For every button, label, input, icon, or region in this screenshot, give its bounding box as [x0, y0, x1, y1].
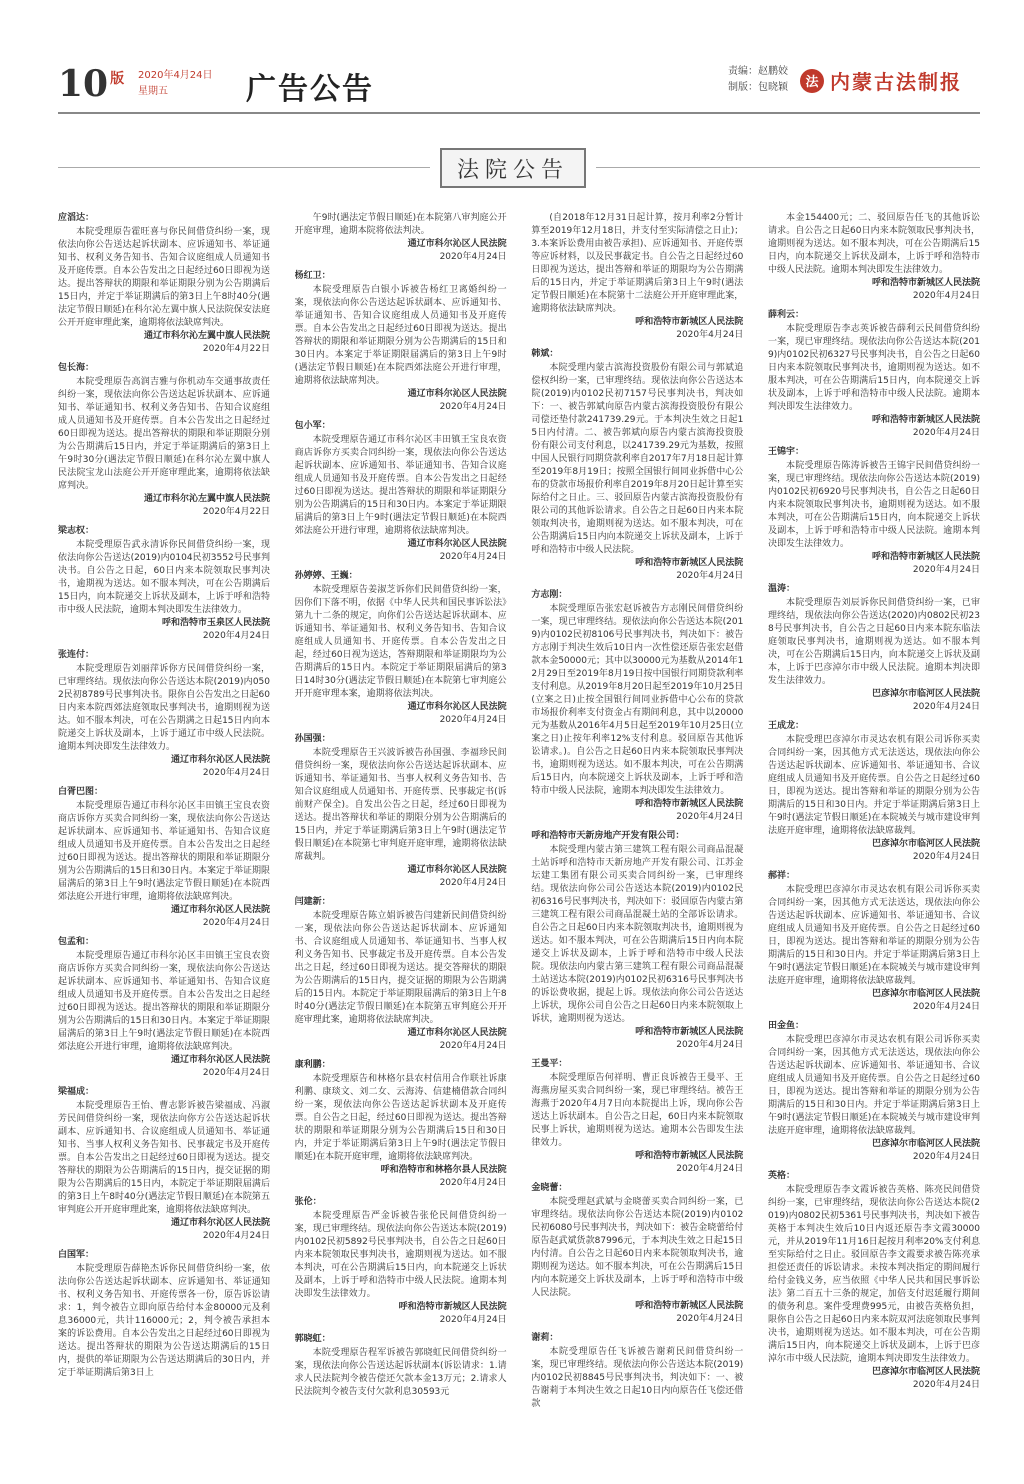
notice-body: 本院受理原告程军诉被告郭晓虹民间借贷纠纷一案，现依法向你公告送达起诉状副本(诉讼请求：1.请求人民法院判令被告偿还欠款本金13万元；2.请求人民法院判令被告支付欠款利息30593元	[294, 1348, 507, 1397]
court-notice	[768, 720, 980, 864]
notice-date: 2020年4月24日	[912, 428, 980, 438]
notice-addressee: 王曼平：	[531, 1059, 568, 1069]
court-notice	[768, 446, 980, 577]
court-notice	[58, 1249, 270, 1380]
notice-date: 2020年4月24日	[912, 1380, 980, 1390]
banner-line-left	[58, 167, 430, 168]
notice-court: 呼和浩特市新城区人民法院	[635, 1301, 744, 1311]
notice-date: 2020年4月24日	[439, 715, 507, 725]
court-notice	[295, 1196, 507, 1327]
notice-body: 本院受理巴彦淖尔市灵达农机有限公司诉你买卖合同纠纷一案，因其他方式无法送达，现依法向你公告送达起诉状副本、应诉通知书、举证通知书、合议庭组成人员通知书及开庭传票。自公告之日起经过60日，即视为送达。提出答辩和举证的期限分别为公告期满后的15日和30日内。并定于举证期满后第3日上午9时(遇法定节假日顺延)在本院城关与城市建设审判法庭开庭审理，逾期将依法缺席裁判。	[767, 1035, 980, 1136]
notice-body: 本院受理原告张宏赵诉被告方志刚民间借贷纠纷一案，现已审理终结。现依法向你公告送达本院(2019)内0102民初8106号民事判决书，判决如下：被告方志刚于判决生效后10日内一次性偿还原告张宏赵借款本金50000元；其中以30000元为基数从2014年12月29日至2019年8月19日按中国银行同期贷款利率支付利息。从2019年8月20日起至2019年10月25日(立案之日)止按全国银行间同业拆借中心公布的贷款市场报价利率支付资金占有期间利息，其中以20000元为基数从2016年4月5日起至2019年10月25日(立案之日)止按年利率12%支付利息。驳回原告其他诉讼请求。)。自公告之日起60日内来本院领取民事判决书，逾期则视为送达。如不服本判决，可在公告期满后15日内，向本院递交上诉状及副本，上诉于呼和浩特市中级人民法院，逾期本判决即发生法律效力。	[531, 604, 744, 796]
notice-body: 本院受理原告武永清诉你民间借贷纠纷一案，现依法向你公告送达(2019)内0104民初3552号民事判决书。自公告之日起，60日内来本院领取民事判决书，逾期视为送达。如不服本判决，可在公告期满后15日内，向本院递交上诉状及副本，上诉于呼和浩特市中级人民法院，逾期本判决即发生法律效力。	[58, 540, 270, 615]
court-notice	[531, 1332, 743, 1411]
court-notice	[768, 1020, 980, 1164]
notice-court: 呼和浩特市新城区人民法院	[871, 415, 980, 425]
notice-addressee: 梁福成：	[58, 1087, 95, 1097]
notice-court: 巴彦淖尔市临河区人民法院	[871, 989, 980, 999]
notice-court: 巴彦淖尔市临河区人民法院	[871, 839, 980, 849]
notice-court: 通辽市科尔沁区人民法院	[407, 539, 507, 549]
notice-date: 2020年4月24日	[202, 1231, 270, 1241]
notice-court: 呼和浩特市新城区人民法院	[398, 1302, 507, 1312]
notice-addressee: 王锦宇：	[767, 447, 804, 457]
notice-court: 巴彦淖尔市临河区人民法院	[871, 1367, 980, 1377]
notice-court: 通辽市科尔沁区人民法院	[407, 865, 507, 875]
notice-addressee: 方志刚：	[531, 590, 568, 600]
notice-body: 本院受理巴彦淖尔市灵达农机有限公司诉你买卖合同纠纷一案，因其他方式无法送达，现依法向你公告送达起诉状副本、应诉通知书、举证通知书、合议庭组成人员通知书及开庭传票。自公告之日起经过60日，即视为送达。提出答辩和举证的期限分别为公告期满后的15日和30日内。并定于举证期满后第3日上午9时(遇法定节假日顺延)在本院城关与城市建设审判法庭开庭审理，逾期将依法缺席裁判。	[767, 885, 980, 986]
court-notice	[768, 1170, 980, 1392]
issue-weekday: 星期五	[138, 86, 168, 97]
notice-court: 通辽市科尔沁左翼中旗人民法院	[143, 494, 270, 504]
notice-court: 通辽市科尔沁区人民法院	[170, 1055, 270, 1065]
notice-body: 本院受理巴彦淖尔市灵达农机有限公司诉你买卖合同纠纷一案，因其他方式无法送达，现依法向你公告送达起诉状副本、应诉通知书、举证通知书、合议庭组成人员通知书及开庭传票。自公告之日起经过60日，即视为送达。提出答辩和举证的期限分别为公告期满后的15日和30日内。并定于举证期满后第3日上午9时(遇法定节假日顺延)在本院城关与城市建设审判法庭开庭审理，逾期将依法缺席裁判。	[767, 735, 980, 836]
court-notice	[531, 830, 743, 1052]
court-notice	[531, 589, 743, 824]
notice-date: 2020年4月24日	[439, 552, 507, 562]
notice-court: 呼和浩特市新城区人民法院	[635, 1027, 744, 1037]
section-banner: 法院公告	[440, 148, 586, 188]
notice-body: 本院受理原告李志英诉被告薛利云民间借贷纠纷一案，现已审理终结。现依法向你公告送达本院(2019)内0102民初6327号民事判决书，自公告之日起60日内来本院领取民事判决书，逾期则视为送达。如不服本判决，可在公告期满后15日内，向本院递交上诉状及副本，上诉于呼和浩特市中级人民法院。逾期本判决即发生法律效力。	[767, 324, 980, 412]
notice-court: 呼和浩特市玉泉区人民法院	[161, 618, 270, 628]
notice-body: 本院受理原告和林格尔县农村信用合作联社诉康利鹏、康琰文、刘二女、云海涛、信建楠借款合同纠纷一案，现依法向你公告送达起诉状副本及开庭传票。自公告之日起，经过60日即视为送达。提出答辩状的期限和举证期限分别为公告期满后15日和30日内，并定于举证期满后第3日上午9时(遇法定节假日顺延)在本院开庭审理，逾期将依法缺席判决。	[294, 1074, 507, 1162]
court-notice	[58, 649, 270, 780]
notice-court: 呼和浩特市新城区人民法院	[635, 558, 744, 568]
notice-body: 本院受理内蒙古第三建筑工程有限公司商品混凝土站诉呼和浩特市天新房地产开发有限公司、江苏金坛建工集团有限公司买卖合同纠纷一案，已审理终结。现依法向你公司公告送达本院(2019)内0102民初6316号民事判决书，判决如下：驳回原告内蒙古第三建筑工程有限公司商品混凝土站的全部诉讼请求。自公告之日起60日内来本院领取判决书，逾期则视为送达。如不服本判决，可在公告期满后15日内向本院递交上诉状及副本，上诉于呼和浩特市中级人民法院。现依法向内蒙古第三建筑工程有限公司商品混凝土站送达本院(2019)内0102民初6316号民事判决书的诉讼费收据，提起上诉。现依法向你公司公告送达上诉状，现你公司自公告之日起60日内来本院领取上诉状，逾期则视为送达。	[531, 845, 744, 1024]
header-rule	[58, 112, 980, 114]
notice-date: 2020年4月24日	[676, 812, 744, 822]
notice-court: 巴彦淖尔市临河区人民法院	[871, 1139, 980, 1149]
notice-date: 2020年4月24日	[912, 1002, 980, 1012]
notice-date: 2020年4月24日	[912, 291, 980, 301]
notice-addressee: 应滔达：	[58, 213, 95, 223]
banner-line-right	[596, 167, 980, 168]
court-notice	[58, 525, 270, 643]
notice-body: 本院受理原告霍旺喜与你民间借贷纠纷一案，现依法向你公告送达起诉状副本、应诉通知书、举证通知书、权利义务告知书、告知合议庭组成人员通知书及开庭传票。自本公告发出之日起经过60日即视为送达。提出答辩状的期限和举证期限分别为公告期满后15日内，并定于举证期满后的第3日上午8时40分(遇法定节假日顺延)在科尔沁左翼中旗人民法院保安法庭公开开庭审理此案，逾期将依法缺席判决。	[58, 227, 270, 328]
notice-date: 2020年4月24日	[439, 1178, 507, 1188]
court-notice	[531, 212, 743, 342]
notice-column	[531, 212, 743, 1462]
notice-court: 通辽市科尔沁区人民法院	[170, 755, 270, 765]
notice-addressee: 谢莉：	[531, 1333, 559, 1343]
notice-addressee: 张伦：	[294, 1197, 322, 1207]
page-number: 10	[58, 63, 109, 105]
notice-court: 呼和浩特市新城区人民法院	[871, 552, 980, 562]
notice-body: 本院受理原告李文霞诉被告英格、陈亮民间借贷纠纷一案，已审理终结，现依法向你公告送达本院(2019)内0802民初5361号民事判决书，判决如下被告英格于本判决生效后10日内返还原告李文霞30000元，并从2019年11月16日起按月利率20%支付利息至实际给付之日止。驳回原告李文霞要求被告陈亮承担偿还责任的诉讼请求。未按本判决指定的期间履行给付金钱义务，应当依照《中华人民共和国民事诉讼法》第二百五十三条的规定，加倍支付迟延履行期间的债务利息。案件受理费995元，由被告英格负担，限你自公告之日起60日内来本院双河法庭领取民事判决书，逾期则视为送达。如不服本判决，可在公告期满后15日内，向本院递交上诉状及副本，上诉于巴彦淖尔市中级人民法院，逾期本判决即发生法律效力。	[767, 1185, 980, 1364]
page-number-box	[58, 64, 124, 104]
notice-date: 2020年4月24日	[676, 1314, 744, 1324]
notice-court: 通辽市科尔沁区人民法院	[407, 1028, 507, 1038]
notice-addressee: 韩斌：	[531, 349, 559, 359]
notice-date: 2020年4月24日	[676, 1040, 744, 1050]
page-suffix: 版	[110, 71, 125, 87]
notice-date: 2020年4月24日	[202, 1068, 270, 1078]
notice-addressee: 王成龙：	[767, 721, 804, 731]
court-notice	[768, 870, 980, 1014]
notice-body: 本院受理原告高润吉雅与你机动车交通事故责任纠纷一案，现依法向你公告送达起诉状副本、应诉通知书、举证通知书、权利义务告知书、告知合议庭组成人员通知书及开庭传票。自本公告发出之日起经过60日即视为送达。提出答辩状的期限和举证期限分别为公告期满后15日内，并定于举证期满后的第3日上午9时30分(遇法定节假日顺延)在科尔沁左翼中旗人民法院宝龙山法庭公开开庭审理此案，逾期将依法缺席判决。	[58, 377, 270, 491]
notice-column	[58, 212, 270, 1462]
notice-addressee: 包小军：	[294, 421, 331, 431]
notice-court: 通辽市科尔沁区人民法院	[170, 1218, 270, 1228]
notice-body: 本院受理原告通辽市科尔沁区丰田镇王宝良农资商店诉你方买卖合同纠纷一案，现依法向你公告送达起诉状副本、应诉通知书、举证通知书、告知合议庭组成人员通知书及开庭传票。自本公告发出之日起经过60日即视为送达。提出答辩状的期限和举证期限分别为公告期满后的15日和30日内。本案定于举证期限届满后的第3日上午9时(遇法定节假日顺延)在本院西郊法庭公开进行审理，逾期将依法缺席判决。	[294, 435, 507, 536]
editor-credits	[728, 64, 788, 96]
court-notice	[295, 1059, 507, 1190]
court-notice	[531, 1058, 743, 1176]
notice-court: 呼和浩特市和林格尔县人民法院	[380, 1165, 507, 1175]
notice-body: 本院受理原告何祥明、曹正良诉被告王曼平、王海燕房屋买卖合同纠纷一案，现已审理终结。被告王海燕于2020年4月7日向本院提出上诉，现向你公告送达上诉状副本。自公告之日起，60日内来本院领取民事上诉状，逾期则视为送达。逾期本公告即发生法律效力。	[531, 1073, 744, 1148]
court-notice	[58, 362, 270, 519]
issue-date-block	[138, 68, 213, 100]
notice-date: 2020年4月24日	[439, 1041, 507, 1051]
notice-addressee: 白胥巴图：	[58, 787, 104, 797]
notice-date: 2020年4月22日	[202, 344, 270, 354]
notice-date: 2020年4月24日	[676, 1164, 744, 1174]
notice-date: 2020年4月24日	[439, 1315, 507, 1325]
notice-body: 本院受理原告刘辰诉你民间借贷纠纷一案，已审理终结，现依法向你公告送达(2020)内0802民初238号民事判决书，自公告之日起60日内来本院东临法庭领取民事判决书，逾期则视为送达。如不服本判决，可在公告期满后15日内，向本院递交上诉状及副本，上诉于巴彦淖尔市中级人民法院。逾期本判决即发生法律效力。	[767, 598, 980, 686]
notice-addressee: 孙婷婷、王巍：	[294, 571, 358, 581]
court-notice	[531, 348, 743, 583]
court-notice	[295, 1333, 507, 1399]
court-notice	[768, 212, 980, 303]
notice-addressee: 孙国强：	[294, 734, 331, 744]
court-notice	[295, 570, 507, 727]
notice-body: 本院受理原告通辽市科尔沁区丰田镇王宝良农资商店诉你方买卖合同纠纷一案，现依法向你公告送达起诉状副本、应诉通知书、举证通知书、告知合议庭组成人员通知书及开庭传票。自本公告发出之日起经过60日即视为送达。提出答辩状的期限和举证期限分别为公告期满后的15日和30日内。本案定于举证期限届满后的第3日上午9时(遇法定节假日顺延)在本院西郊法庭公开进行审理，逾期将依法缺席判决。	[58, 801, 270, 902]
notice-court: 呼和浩特市新城区人民法院	[871, 278, 980, 288]
newspaper-name: 内蒙古法制报	[830, 70, 962, 94]
court-notice	[768, 583, 980, 714]
court-notice	[768, 309, 980, 440]
notice-body: 午9时(遇法定节假日顺延)在本院第八审判庭公开开庭审理，逾期本院将依法判决。	[294, 213, 507, 236]
notice-addressee: 梁志权：	[58, 526, 95, 536]
editor: 责编：赵鹏姣	[728, 66, 788, 77]
notice-court: 呼和浩特市新城区人民法院	[635, 799, 744, 809]
notice-court: 通辽市科尔沁区人民法院	[407, 389, 507, 399]
notice-addressee: 包孟和：	[58, 937, 95, 947]
notice-court: 通辽市科尔沁区人民法院	[407, 702, 507, 712]
notice-addressee: 呼和浩特市天新房地产开发有限公司：	[531, 831, 685, 841]
notice-addressee: 英格：	[767, 1171, 795, 1181]
notice-date: 2020年4月24日	[676, 571, 744, 581]
notice-date: 2020年4月24日	[912, 852, 980, 862]
notice-addressee: 郝祥：	[767, 871, 795, 881]
court-notice	[58, 936, 270, 1080]
notice-column	[768, 212, 980, 1462]
notice-court: 通辽市科尔沁区人民法院	[407, 239, 507, 249]
section-title: 广告公告	[246, 72, 374, 107]
notice-addressee: 白国军：	[58, 1250, 95, 1260]
court-notice	[295, 270, 507, 414]
notice-date: 2020年4月24日	[439, 402, 507, 412]
notice-addressee: 金晓蕾：	[531, 1183, 568, 1193]
issue-date: 2020年4月24日	[138, 70, 213, 81]
notice-addressee: 康利鹏：	[294, 1060, 331, 1070]
notice-date: 2020年4月24日	[202, 631, 270, 641]
page-header	[58, 58, 980, 110]
court-notice	[295, 733, 507, 890]
notice-date: 2020年4月24日	[912, 1152, 980, 1162]
notice-columns	[58, 212, 980, 1462]
notice-column	[295, 212, 507, 1462]
notice-addressee: 薛利云：	[767, 310, 804, 320]
court-notice	[295, 212, 507, 264]
notice-body: 本院受理原告陈立娟诉被告闫建新民间借贷纠纷一案，现依法向你公告送达起诉状副本、应诉通知书、合议庭组成人员通知书、举证通知书、当事人权利义务告知书、民事裁定书及开庭传票。自本公告发出之日起，经过60日即视为送达。提交答辩状的期限为公告期满后的15日内，提交证据的期限为公告期满后的15日内。本院定于举证期限届满后的第3日上午8时40分(遇法定节假日顺延)在本院第五审判庭公开开庭审理此案，逾期将依法缺席判决。	[294, 911, 507, 1025]
notice-addressee: 闫建新：	[294, 897, 331, 907]
newspaper-logo	[800, 66, 962, 95]
court-notice	[531, 1182, 743, 1326]
notice-body: 本院受理原告刘丽萍诉你方民间借贷纠纷一案，已审理终结。现依法向你公告送达本院(2019)内0502民初8789号民事判决书。限你自公告发出之日起60日内来本院西郊法庭领取民事判决书，逾期则视为送达。如不服本判决，可在公告期满之日起15日内向本院递交上诉状及副本，上诉于通辽市中级人民法院。逾期本判决即发生法律效力。	[58, 664, 270, 752]
court-notice	[58, 786, 270, 930]
notice-body: 本院受理原告通辽市科尔沁区丰田镇王宝良农资商店诉你方买卖合同纠纷一案，现依法向你公告送达起诉状副本、应诉通知书、举证通知书、告知合议庭组成人员通知书及开庭传票。自本公告发出之日起经过60日即视为送达。提出答辩状的期限和举证期限分别为公告期满后的15日和30日内。本案定于举证期限届满后的第3日上午9时(遇法定节假日顺延)在本院西郊法庭公开进行审理，逾期将依法缺席判决。	[58, 951, 270, 1052]
notice-body: 本院受理原告任飞诉被告谢莉民间借贷纠纷一案，现已审理终结。现依法向你公告送达本院(2019)内0102民初8845号民事判决书，判决如下：一、被告谢莉于本判决生效之日起10日内向原告任飞偿还借款	[531, 1347, 744, 1409]
court-notice	[295, 896, 507, 1053]
notice-body: 本院受理原告王兴波诉被告孙国强、李福珍民间借贷纠纷一案，现依法向你公告送达起诉状副本、应诉通知书、举证通知书、当事人权利义务告知书、告知合议庭组成人员通知书、开庭传票、民事裁定书(诉前财产保全)。自发出公告之日起，经过60日即视为送达。提出答辩状和举证的期限分别为公告期满后的15日内，并定于举证期满后第3日上午9时(遇法定节假日顺延)在本院第七审判庭开庭审理，逾期将依法缺席裁判。	[294, 748, 507, 862]
notice-court: 呼和浩特市新城区人民法院	[635, 1151, 744, 1161]
logo-emblem-icon: 法	[800, 69, 824, 93]
notice-date: 2020年4月24日	[912, 565, 980, 575]
notice-addressee: 郭晓虹：	[294, 1334, 331, 1344]
notice-addressee: 田金鱼：	[767, 1021, 804, 1031]
notice-date: 2020年4月22日	[202, 507, 270, 517]
notice-court: 通辽市科尔沁左翼中旗人民法院	[143, 331, 270, 341]
notice-addressee: 包长海：	[58, 363, 95, 373]
notice-date: 2020年4月24日	[676, 330, 744, 340]
notice-body: 本院受理原告王怡、曹志影诉被告梁福成、冯淑芳民间借贷纠纷一案，现依法向你方公告送达起诉状副本、应诉通知书、合议庭组成人员通知书、举证通知书、当事人权利义务告知书、民事裁定书及开庭传票。自本公告发出之日起经过60日即视为送达。提交答辩状的期限为公告期满后的15日内，提交证据的期限为公告期满后的15日内，本院定于举证期限届满后的第3日上午8时40分(遇法定节假日顺延)在本院第五审判庭公开开庭审理此案，逾期将依法缺席判决。	[58, 1101, 270, 1215]
notice-court: 巴彦淖尔市临河区人民法院	[871, 689, 980, 699]
notice-body: 本院受理原告白银小诉被告杨红卫离婚纠纷一案，现依法向你公告送达起诉状副本、应诉通知书、举证通知书、告知合议庭组成人员通知书及开庭传票。自本公告发出之日起经过60日即视为送达。提出答辩状的期限和举证期限分别为公告期满后的15日和30日内。本案定于举证期限届满后的第3日上午9时(遇法定节假日顺延)在本院西郊法庭公开进行审理，逾期将依法缺席判决。	[294, 285, 507, 386]
notice-body: (自2018年12月31日起计算，按月利率2分暂计算至2019年12月18日，并支付至实际清偿之日止)；3.本案诉讼费用由被告承担)、应诉通知书、开庭传票等应诉材料，以及民事裁定书。自公告之日起经过60日即视为送达，提出答辩和举证的期限均为公告期满后的15日内，并定于举证期满后第3日上午9时(遇法定节假日顺延)在本院第十二法庭公开开庭审理此案，逾期将依法缺席判决。	[531, 213, 744, 314]
court-notice	[58, 212, 270, 356]
notice-addressee: 温涛：	[767, 584, 795, 594]
notice-date: 2020年4月24日	[202, 768, 270, 778]
notice-body: 本院受理原告严金诉被告张伦民间借贷纠纷一案，现已审理终结。现依法向你公告送达本院(2019)内0102民初5892号民事判决书，自公告之日起60日内来本院领取民事判决书，逾期则视为送达。如不服本判决，可在公告期满后15日内，向本院递交上诉状及副本，上诉于呼和浩特市中级人民法院。逾期本判决即发生法律效力。	[294, 1211, 507, 1299]
notice-body: 本院受理原告陈涛诉被告王锦宇民间借贷纠纷一案，现已审理终结。现依法向你公告送达本院(2019)内0102民初6920号民事判决书，自公告之日起60日内来本院领取民事判决书，逾期则视为送达。如不服本判决，可在公告期满后15日内，向本院递交上诉状及副本，上诉于呼和浩特市中级人民法院。逾期本判决即发生法律效力。	[767, 461, 980, 549]
notice-body: 本院受理原告姜淑芝诉你们民间借贷纠纷一案，因你们下落不明，依据《中华人民共和国民事诉讼法》第九十二条的规定，向你们公告送达起诉状副本、应诉通知书、举证通知书、权利义务告知书、告知合议庭组成人员通知书、开庭传票。自本公告发出之日起，经过60日视为送达，答辩期限和举证期限均为公告期满后的15日内。本院定于举证期限届满后的第3日14时30分(遇法定节假日顺延)在本院第七审判庭公开开庭审理本案，逾期将依法判决。	[294, 585, 507, 699]
notice-date: 2020年4月24日	[439, 252, 507, 262]
notice-addressee: 张连付：	[58, 650, 95, 660]
layout-editor: 制版：包晓颖	[728, 82, 788, 93]
notice-body: 本院受理赵武斌与金晓蕾买卖合同纠纷一案，已审理终结。现依法向你公告送达本院(2019)内0102民初6080号民事判决书，判决如下：被告金晓蕾给付原告赵武斌货款87996元，于本判决生效之日起15日内付清。自公告之日起60日内来本院领取判决书，逾期则视为送达。如不服本判决，可在公告期满后15日内向本院递交上诉状及副本，上诉于呼和浩特市中级人民法院。	[531, 1197, 744, 1298]
notice-date: 2020年4月24日	[202, 918, 270, 928]
court-notice	[295, 420, 507, 564]
notice-date: 2020年4月24日	[912, 702, 980, 712]
notice-body: 本院受理内蒙古滨海投资股份有限公司与郭斌追偿权纠纷一案，已审理终结。现依法向你公告送达本院(2019)内0102民初7157号民事判决书，判决如下：一、被告郭斌向原告内蒙古滨海投资股份有限公司偿还垫付款241739.29元。于本判决生效之日起15日内付清。二、被告郭斌向原告内蒙古滨海投资股份有限公司支付利息，以241739.29元为基数，按照中国人民银行同期贷款利率自2017年7月18日起计算至2019年8月19日；按照全国银行间同业拆借中心公布的贷款市场报价利率自2019年8月20日起计算至实际给付之日止。三、驳回原告内蒙古滨海投资股份有限公司的其他诉讼请求。自公告之日起60日内来本院领取判决书，逾期则视为送达。如不服本判决，可在公告期满后15日内向本院递交上诉状及副本，上诉于呼和浩特市中级人民法院。	[531, 363, 744, 555]
notice-body: 本院受理原告薛艳杰诉你民间借贷纠纷一案，依法向你公告送达起诉状副本、应诉通知书、举证通知书、权利义务告知书、开庭传票各一份，原告诉讼请求：1，判令被告立即向原告给付本金80000元及利息36000元，共计116000元；2，判令被告承担本案的诉讼费用。自本公告发出之日起经过60日即视为送达。提出答辩状的期限为公告送达期满后的15日内，提供的举证期限为公告送达期满后的30日内，并定于举证期满后第3日上	[58, 1264, 270, 1378]
notice-body: 本金154400元；二、驳回原告任飞的其他诉讼请求。自公告之日起60日内来本院领取民事判决书，逾期则视为送达。如不服本判决，可在公告期满后15日内，向本院递交上诉状及副本，上诉于呼和浩特市中级人民法院。逾期本判决即发生法律效力。	[767, 213, 980, 275]
notice-court: 通辽市科尔沁区人民法院	[170, 905, 270, 915]
notice-date: 2020年4月24日	[439, 878, 507, 888]
notice-court: 呼和浩特市新城区人民法院	[635, 317, 744, 327]
notice-addressee: 杨红卫：	[294, 271, 331, 281]
court-notice	[58, 1086, 270, 1243]
